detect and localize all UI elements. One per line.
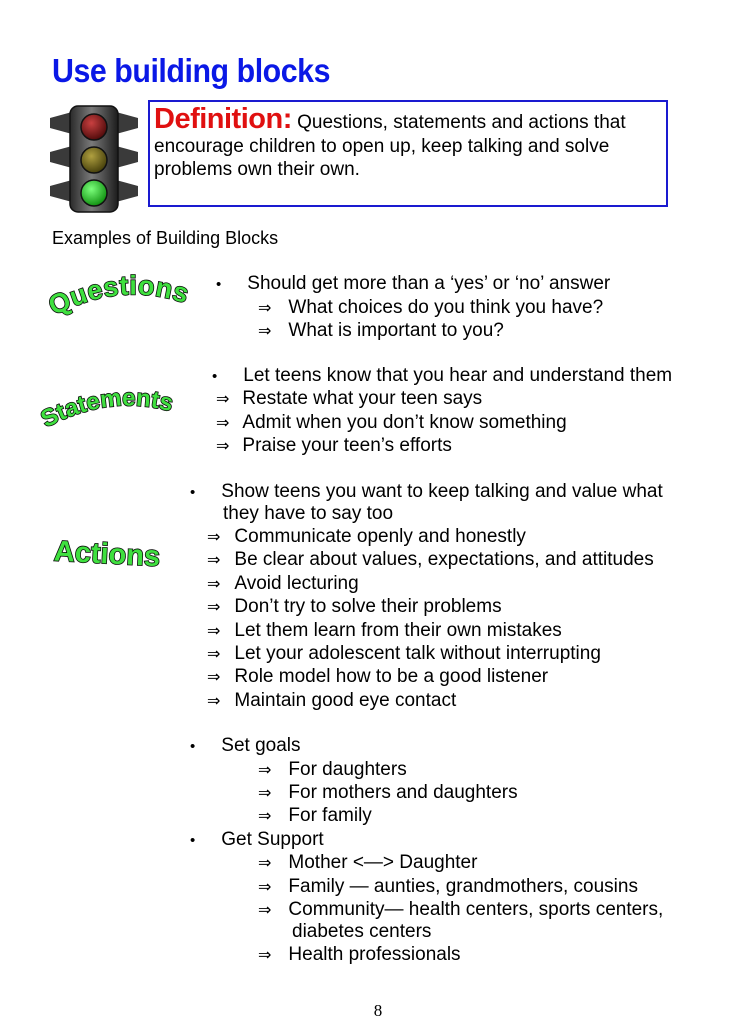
arrow-icon: ⇒ (258, 900, 272, 919)
svg-text:Statements (37, 384, 176, 433)
actions-bullet: • Show teens you want to keep talking and value what (190, 481, 663, 502)
arrow-icon: ⇒ (258, 877, 272, 896)
list-item: ⇒ Mother <—> Daughter (258, 852, 478, 873)
list-item: ⇒ What choices do you think you have? (258, 297, 604, 318)
questions-wordart (40, 262, 220, 334)
arrow-icon: ⇒ (207, 574, 221, 593)
arrow-icon: ⇒ (258, 806, 272, 825)
bullet-icon: • (190, 738, 196, 755)
arrow-icon: ⇒ (207, 667, 221, 686)
list-item: ⇒ Communicate openly and honestly (207, 526, 526, 547)
bullet-icon: • (216, 276, 222, 293)
questions-bullet: • Should get more than a ‘yes’ or ‘no’ answer (216, 273, 611, 294)
actions-wordart-text: Actions (53, 535, 161, 574)
arrow-icon: ⇒ (258, 783, 272, 802)
arrow-icon: ⇒ (207, 621, 221, 640)
arrow-icon: ⇒ (258, 853, 272, 872)
arrow-icon: ⇒ (216, 436, 230, 455)
list-item: ⇒ Restate what your teen says (216, 388, 483, 409)
bullet-icon: • (212, 368, 218, 385)
definition-body: Questions, statements and actions that encourage children to open up, keep talking and solve problems own their own. (154, 112, 626, 180)
goals-bullet: • Set goals (190, 735, 301, 756)
arrow-icon: ⇒ (207, 644, 221, 663)
list-item: ⇒ Avoid lecturing (207, 573, 359, 594)
bullet-icon: • (190, 832, 196, 849)
list-item-continued: diabetes centers (292, 921, 432, 942)
actions-wordart (50, 528, 190, 576)
list-item: ⇒ For mothers and daughters (258, 782, 518, 803)
arrow-icon: ⇒ (258, 298, 272, 317)
page-title: Use building blocks (52, 52, 331, 89)
list-item: ⇒ Praise your teen’s efforts (216, 435, 452, 456)
arrow-icon: ⇒ (207, 597, 221, 616)
arrow-icon: ⇒ (258, 945, 272, 964)
arrow-icon: ⇒ (258, 760, 272, 779)
arrow-icon: ⇒ (207, 527, 221, 546)
list-item: ⇒ Health professionals (258, 944, 461, 965)
list-item: ⇒ Maintain good eye contact (207, 690, 457, 711)
arrow-icon: ⇒ (258, 321, 272, 340)
svg-text:Questions (44, 270, 193, 321)
list-item: ⇒ For daughters (258, 759, 407, 780)
list-item: ⇒ Role model how to be a good listener (207, 666, 549, 687)
list-item: ⇒ Don’t try to solve their problems (207, 596, 502, 617)
support-bullet: • Get Support (190, 829, 324, 850)
list-item: ⇒ Let them learn from their own mistakes (207, 620, 562, 641)
definition-text (154, 103, 666, 182)
examples-heading: Examples of Building Blocks (52, 228, 279, 248)
arrow-icon: ⇒ (216, 389, 230, 408)
statements-bullet: • Let teens know that you hear and understand them (212, 365, 673, 386)
list-item: ⇒ For family (258, 805, 372, 826)
definition-label: Definition: (154, 103, 292, 135)
arrow-icon: ⇒ (207, 691, 221, 710)
list-item: ⇒ Be clear about values, expectations, and attitudes (207, 549, 654, 570)
statements-wordart-text: Statements (36, 384, 176, 434)
list-item: ⇒ Family — aunties, grandmothers, cousins (258, 876, 638, 897)
list-item: ⇒ Community— health centers, sports centers, (258, 899, 664, 920)
traffic-light-icon (46, 104, 142, 214)
questions-wordart-text: Questions (43, 270, 193, 322)
list-item: ⇒ What is important to you? (258, 320, 504, 341)
list-item: ⇒ Admit when you don’t know something (216, 412, 567, 433)
statements-wordart (36, 376, 216, 444)
page-number: 8 (373, 1001, 383, 1020)
actions-bullet-continued: they have to say too (223, 503, 394, 524)
arrow-icon: ⇒ (207, 550, 221, 569)
list-item: ⇒ Let your adolescent talk without interrupting (207, 643, 601, 664)
arrow-icon: ⇒ (216, 413, 230, 432)
bullet-icon: • (190, 484, 196, 501)
